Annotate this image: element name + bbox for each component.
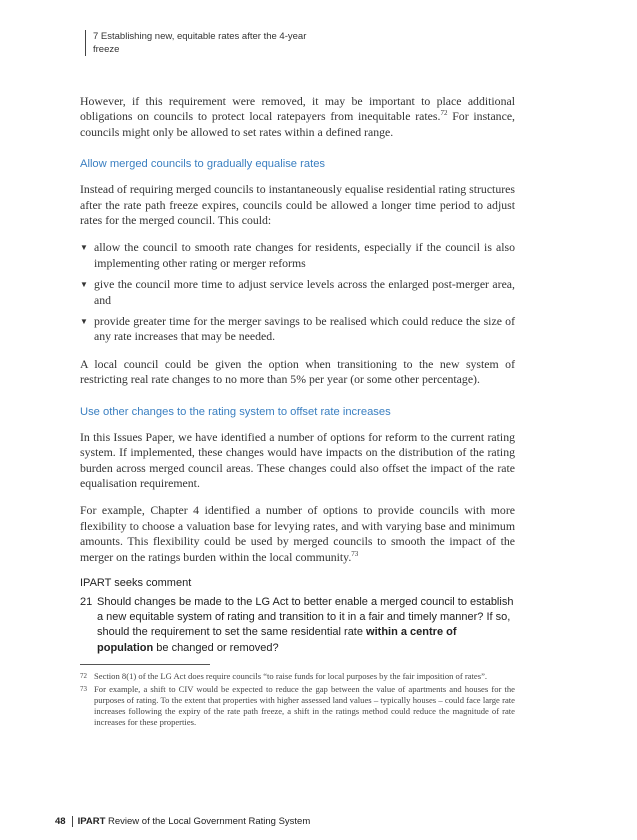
footnote-ref-73[interactable]: 73 bbox=[351, 549, 359, 558]
question-21: 21 Should changes be made to the LG Act to better enable a merged council to establish a new equitable system of rating and transition to it in a fair and timely manner? If so, should the requirement to set the same residential rate within a centre of population be changed or removed? bbox=[80, 595, 514, 654]
bullet-icon: ▼ bbox=[80, 317, 88, 327]
bullet-icon: ▼ bbox=[80, 280, 88, 290]
footnote-number: 72 bbox=[80, 671, 87, 680]
bullet-list bbox=[80, 240, 515, 344]
page-footer bbox=[55, 816, 310, 827]
main-content bbox=[80, 94, 515, 730]
paragraph-1: However, if this requirement were removed, it may be important to place additional obligations on councils to protect local ratepayers from inequitable rates.$^{72}$ For instance, councils might only be allowed to set rates within a defined range. bbox=[80, 94, 516, 139]
footer-org: IPART bbox=[77, 816, 106, 827]
footer-title: Review of the Local Government Rating System bbox=[105, 816, 311, 827]
list-item: ▼ allow the council to smooth rate changes for residents, especially if the council is also implementing other rating or merger reforms bbox=[80, 240, 515, 270]
question-bold-text: within a centre of population bbox=[97, 626, 457, 654]
footnote-ref-72[interactable]: 72 bbox=[440, 109, 448, 118]
paragraph-2: Instead of requiring merged councils to instantaneously equalise residential rating structures after the rate path freeze expires, councils could be allowed a longer time period to adjust rates for the merged council. This could: bbox=[80, 182, 515, 228]
running-header bbox=[85, 30, 573, 56]
page-number: 48 bbox=[55, 816, 73, 827]
paragraph-3: A local council could be given the option when transitioning to the new system of restricting real rate changes to no more than 5% per year (or some other percentage). bbox=[80, 356, 515, 387]
footnote-number: 73 bbox=[80, 684, 87, 693]
chapter-title-line2: freeze bbox=[93, 44, 120, 55]
chapter-title-line1: 7 Establishing new, equitable rates after the 4-year bbox=[93, 31, 307, 42]
section-heading-equalise: Allow merged councils to gradually equalise rates bbox=[80, 158, 326, 171]
list-item: ▼ provide greater time for the merger savings to be realised which could reduce the size of any rate increases that may be needed. bbox=[80, 314, 515, 344]
section-heading-offset: Use other changes to the rating system to offset rate increases bbox=[80, 405, 391, 418]
paragraph-4: In this Issues Paper, we have identified a number of options for reform to the current rating system. If implemented, these changes would have impacts on the distribution of the rating burden across merged council areas. These changes could also offset the impact of the rate equalisation requirement. bbox=[80, 429, 515, 490]
list-item: ▼ give the council more time to adjust service levels across the enlarged post-merger area, and bbox=[80, 277, 515, 307]
paragraph-5: For example, Chapter 4 identified a number of options to provide councils with more flexibility to choose a valuation base for levying rates, and with varying base and minimum amounts. This flexibility could be used by merged councils to smooth the impact of the merger on the ratings burden within the local community.$^{73}$ bbox=[80, 503, 515, 564]
footnote-divider bbox=[80, 664, 210, 665]
bullet-icon: ▼ bbox=[80, 243, 88, 253]
footnote-72: 72 Section 8(1) of the LG Act does require councils “to raise funds for local purposes by the fair imposition of rates”. bbox=[80, 670, 488, 681]
footnote-73: 73 For example, a shift to CIV would be expected to reduce the gap between the value of apartments and houses for the purposes of rating. To the extent that properties with higher assessed land values – typically houses – could face large rate increases following the expiry of the rate path freeze, a shift in the ratings method could reduce the magnitude of rate increases for these properties. bbox=[80, 683, 515, 727]
seeks-comment-heading: IPART seeks comment bbox=[80, 576, 192, 589]
question-number: 21 bbox=[80, 595, 93, 608]
